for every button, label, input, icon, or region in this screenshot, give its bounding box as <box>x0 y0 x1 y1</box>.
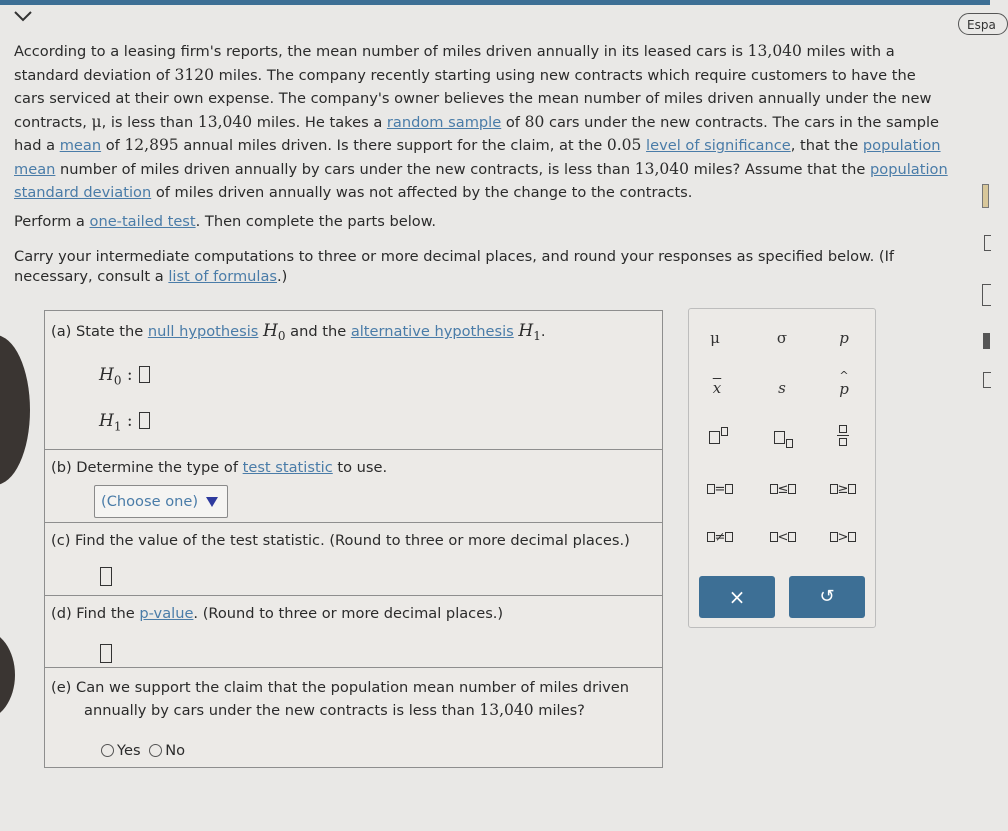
link-alternative-hypothesis[interactable]: alternative hypothesis <box>350 323 514 340</box>
radio-no[interactable]: No <box>149 742 185 759</box>
undo-icon: ↺ <box>819 586 835 607</box>
link-null-hypothesis[interactable]: null hypothesis <box>147 323 259 340</box>
problem-statement: According to a leasing firm's reports, the mean number of miles driven annually in its leased cars is 13,040 miles with a standard deviation of 3120 miles. The company recently starting using new contracts which require customers to have the cars serviced at their own expense. The company's owner believes the mean number of miles driven annually under the new contracts, μ, is less than 13,040 miles. He takes a random sample of 80 cars under the new contracts. The cars in the sample had a mean of 12,895 annual miles driven. Is there support for the claim, at the 0.05 level of significance, that the population mean number of miles driven annually by cars under the new contracts, is less than 13,040 miles? Assume that the population standard deviation of miles driven annually was not affected by the change to the contracts. <box>14 42 948 201</box>
part-e-divider <box>45 667 662 668</box>
part-a-prompt: (a) State the null hypothesis $H_0$ and the alternative hypothesis $H_1$. <box>51 321 546 343</box>
undo-button[interactable] <box>789 576 865 618</box>
part-d-prompt: (d) Find the p-value. (Round to three or more decimal places.) <box>51 605 504 622</box>
not-equal-button[interactable]: ≠ <box>698 530 742 545</box>
link-test-statistic[interactable]: test statistic <box>242 459 333 476</box>
equals-button[interactable]: = <box>698 482 742 497</box>
part-e-prompt: (e) Can we support the claim that the population mean number of miles driven annually by cars under the new contracts is less than 13,040 miles? <box>51 679 629 719</box>
superscript-button[interactable] <box>709 427 728 448</box>
test-statistic-select[interactable]: (Choose one) <box>94 485 228 518</box>
h1-input[interactable] <box>139 412 150 429</box>
finger-occlusion <box>0 335 30 485</box>
symbol-palette <box>688 308 876 628</box>
part-d-divider <box>45 595 662 596</box>
finger-occlusion <box>0 630 15 720</box>
part-c-prompt: (c) Find the value of the test statistic. (Round to three or more decimal places.) <box>51 532 630 549</box>
link-population-mean[interactable]: population mean <box>14 137 941 178</box>
clear-button[interactable] <box>699 576 775 618</box>
fraction-button[interactable] <box>837 425 849 446</box>
question-box <box>44 310 663 768</box>
link-random-sample[interactable]: random sample <box>386 113 502 131</box>
instruction-one-tailed: Perform a one-tailed test. Then complete the parts below. <box>14 213 436 230</box>
h1-row: $H_1$ : <box>99 411 150 433</box>
link-population-sd[interactable]: population standard deviation <box>14 160 948 201</box>
link-level-of-significance[interactable]: level of significance <box>646 137 791 154</box>
part-b-divider <box>45 449 662 450</box>
xbar-button[interactable]: $\overline{x}$ <box>712 379 722 397</box>
greater-equal-button[interactable]: ≥ <box>821 482 865 497</box>
instruction-rounding: Carry your intermediate computations to three or more decimal places, and round your responses as specified below. (If necessary, consult a list of formulas.) <box>14 248 895 285</box>
mu-button[interactable]: μ <box>710 329 720 347</box>
link-one-tailed-test[interactable]: one-tailed test <box>89 213 196 230</box>
collapse-chevron-icon[interactable] <box>12 6 34 26</box>
p-value-input[interactable] <box>100 644 112 663</box>
language-button[interactable]: Espa <box>958 13 1008 35</box>
sigma-button[interactable]: σ <box>776 329 788 347</box>
answer-options <box>101 742 185 759</box>
phat-button[interactable]: ^ p <box>824 371 864 398</box>
less-than-button[interactable]: < <box>761 530 805 545</box>
top-bar <box>0 0 990 5</box>
test-statistic-input[interactable] <box>100 567 112 586</box>
subscript-button[interactable] <box>774 429 793 448</box>
link-mean[interactable]: mean <box>59 137 102 154</box>
s-button[interactable]: s <box>778 379 786 397</box>
h0-row: $H_0$ : <box>99 365 150 387</box>
p-button[interactable]: p <box>839 329 849 347</box>
greater-than-button[interactable]: > <box>821 530 865 545</box>
hat-icon: ^ <box>839 369 849 382</box>
link-list-of-formulas[interactable]: list of formulas <box>168 268 278 285</box>
dropdown-triangle-icon <box>206 497 218 507</box>
close-icon: × <box>728 585 746 609</box>
part-b-prompt: (b) Determine the type of test statistic to use. <box>51 459 388 476</box>
radio-yes[interactable]: Yes <box>101 742 141 759</box>
less-equal-button[interactable]: ≤ <box>761 482 805 497</box>
h0-input[interactable] <box>139 366 150 383</box>
part-c-divider <box>45 522 662 523</box>
link-p-value[interactable]: p-value <box>139 605 194 622</box>
